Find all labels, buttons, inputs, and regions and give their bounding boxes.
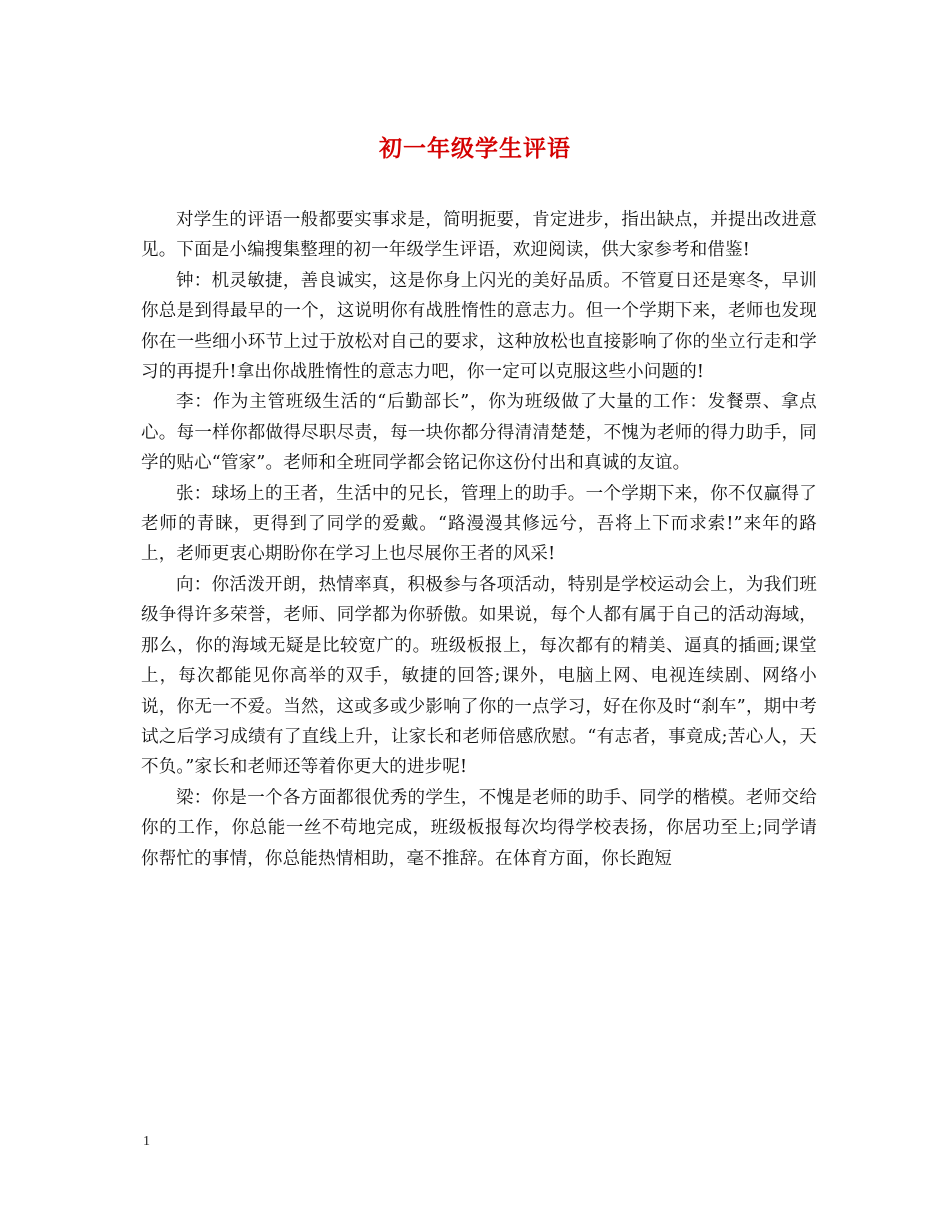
document-body — [141, 205, 817, 874]
comment-paragraph-zhang: 张：球场上的王者，生活中的兄长，管理上的助手。一个学期下来，你不仅赢得了老师的青睐，更得到了同学的爱戴。“路漫漫其修远兮，吾将上下而求索!”来年的路上，老师更衷心期盼你在学习上也尽展你王者的风采! — [141, 483, 817, 565]
comment-paragraph-li: 李：作为主管班级生活的“后勤部长”，你为班级做了大量的工作：发餐票、拿点心。每一样你都做得尽职尽责，每一块你都分得清清楚楚，不愧为老师的得力助手，同学的贴心“管家”。老师和全班同学都会铭记你这份付出和真诚的友谊。 — [141, 392, 817, 474]
comment-paragraph-xiang: 向：你活泼开朗，热情率真，积极参与各项活动，特别是学校运动会上，为我们班级争得许多荣誉，老师、同学都为你骄傲。如果说，每个人都有属于自己的活动海域，那么，你的海域无疑是比较宽广的。班级板报上，每次都有的精美、逼真的插画;课堂上，每次都能见你高举的双手，敏捷的回答;课外，电脑上网、电视连续剧、网络小说，你无一不爱。当然，这或多或少影响了你的一点学习，好在你及时“刹车”，期中考试之后学习成绩有了直线上升，让家长和老师倍感欣慰。“有志者，事竟成;苦心人，天不负。”家长和老师还等着你更大的进步呢! — [141, 574, 817, 778]
document-title: 初一年级学生评语 — [379, 135, 571, 162]
comment-paragraph-zhong: 钟：机灵敏捷，善良诚实，这是你身上闪光的美好品质。不管夏日还是寒冬，早训你总是到得最早的一个，这说明你有战胜惰性的意志力。但一个学期下来，老师也发现你在一些细小环节上过于放松对自己的要求，这种放松也直接影响了你的坐立行走和学习的再提升!拿出你战胜惰性的意志力吧，你一定可以克服这些小问题的! — [141, 270, 817, 383]
comment-paragraph-liang: 梁：你是一个各方面都很优秀的学生，不愧是老师的助手、同学的楷模。老师交给你的工作，你总能一丝不苟地完成，班级板报每次均得学校表扬，你居功至上;同学请你帮忙的事情，你总能热情相助，毫不推辞。在体育方面，你长跑短 — [141, 787, 817, 869]
intro-paragraph: 对学生的评语一般都要实事求是，简明扼要，肯定进步，指出缺点，并提出改进意见。下面是小编搜集整理的初一年级学生评语，欢迎阅读，供大家参考和借鉴! — [141, 210, 817, 261]
page-number: 1 — [143, 1134, 150, 1149]
